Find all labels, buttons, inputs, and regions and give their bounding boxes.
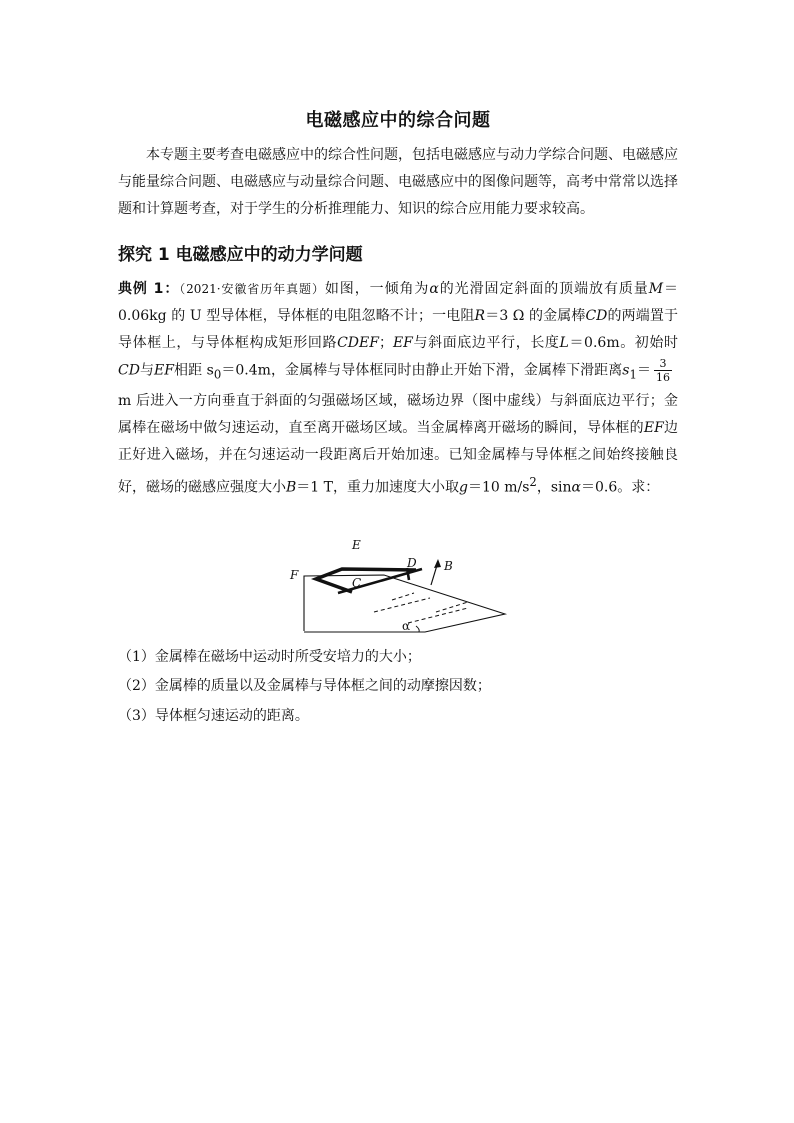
example-label: 典例 1：	[118, 281, 180, 297]
angle-arc	[416, 626, 419, 632]
label-e: E	[352, 538, 361, 552]
question-2: （2）金属棒的质量以及金属棒与导体框之间的动摩擦因数；	[118, 678, 491, 694]
field-boundary-2	[374, 598, 430, 612]
label-alpha: α	[402, 619, 411, 633]
label-c: C	[352, 576, 362, 590]
field-boundary-3	[436, 602, 468, 612]
label-f: F	[290, 568, 299, 582]
question-1: （1）金属棒在磁场中运动时所受安培力的大小；	[118, 649, 421, 665]
field-boundary-1	[392, 593, 414, 600]
example-problem: 典例 1：（2021·安徽省历年真题）如图，一倾角为α的光滑固定斜面的顶端放有质量M＝0.06kg 的 U 型导体框，导体框的电阻忽略不计；一电阻R＝3 Ω 的金属棒CD的两端置于导体框上，与导体框构成矩形回路CDEF；EF与斜面底边平行，长度L＝0.6m。初始时CD与EF相距 $s_0=0.4m$，金属棒与导体框同时由静止开始下滑，金属棒下滑距离$s_1=$ $\frac{3}{16}$ m 后进入一方向垂直于斜面的匀强磁场区域，磁场边界（图中虚线）与斜面底边平行；金属棒在磁场中做匀速运动，直至离开磁场区域。当金属棒离开磁场的瞬间，导体框的EF边正好进入磁场，并在匀速运动一段距离后开始加速。已知金属棒与导体框之间始终接触良好，磁场的磁感应强度大小B＝1 T，重力加速度大小取g＝10 $m/s^2$，sinα＝0.6。求：	[118, 281, 679, 496]
page-title: 电磁感应中的综合问题	[305, 110, 491, 131]
metal-rod-cd	[338, 569, 422, 593]
incline-diagram	[288, 535, 528, 643]
label-d: D	[407, 556, 417, 570]
question-3: （3）导体框匀速运动的距离。	[118, 708, 309, 724]
b-arrow-head	[434, 559, 441, 568]
problem-source: （2021·安徽省历年真题）	[179, 282, 325, 296]
intro-paragraph: 本专题主要考查电磁感应中的综合性问题，包括电磁感应与动力学综合问题、电磁感应与能量综合问题、电磁感应与动量综合问题、电磁感应中的图像问题等，高考中常常以选择题和计算题考查，对于学生的分析推理能力、知识的综合应用能力要求较高。	[118, 147, 678, 217]
label-b: B	[444, 559, 453, 573]
section-heading: 探究 1 电磁感应中的动力学问题	[118, 245, 363, 265]
field-boundary-4	[408, 608, 468, 623]
fraction-3-16: $\frac{3}{16}$	[656, 357, 671, 384]
